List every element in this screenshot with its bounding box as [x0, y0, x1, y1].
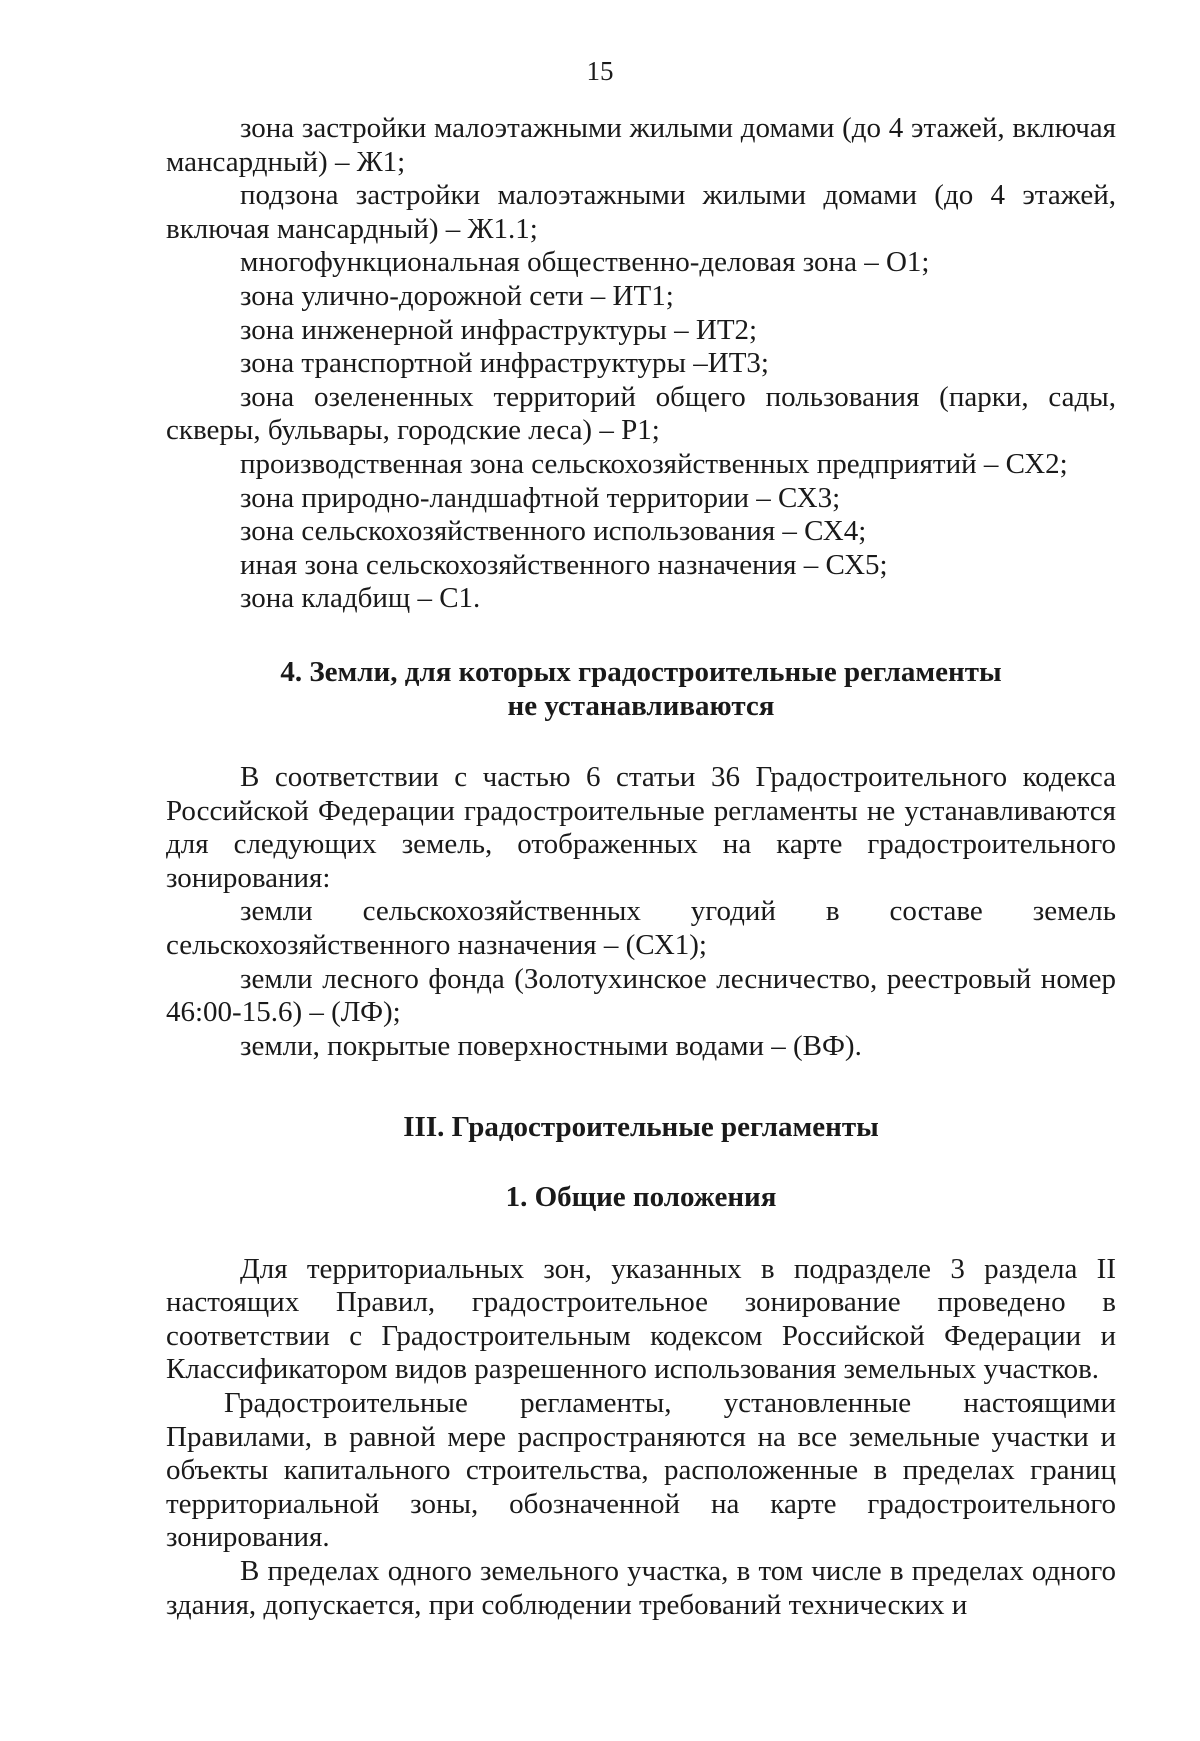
- subsection-1-heading: 1. Общие положения: [505, 1181, 777, 1214]
- section-4-heading: [166, 656, 1116, 723]
- page-number: 15: [586, 56, 614, 86]
- section-4-intro: В соответствии с частью 6 статьи 36 Градостроительного кодекса Российской Федерации градостроительные регламенты не устанавливаются для следующих земель, отображенных на карте градостроительного зонирования:: [166, 761, 1116, 894]
- section-4-item: земли сельскохозяйственных угодий в составе земель сельскохозяйственного назначения – (СХ1);: [166, 895, 1116, 962]
- subsection-1-paragraph: В пределах одного земельного участка, в том числе в пределах одного здания, допускается, при соблюдении требований технических и: [166, 1554, 1116, 1621]
- zone-item: зона улично-дорожной сети – ИТ1;: [240, 279, 674, 312]
- section-4-heading-line2: не устанавливаются: [507, 689, 775, 722]
- zone-item: зона природно-ландшафтной территории – СХ3;: [240, 481, 841, 514]
- section-3-heading: III. Градостроительные регламенты: [403, 1111, 879, 1144]
- section-4-item: земли лесного фонда (Золотухинское лесничество, реестровый номер 46:00-15.6) – (ЛФ);: [166, 962, 1116, 1029]
- zone-item: производственная зона сельскохозяйственных предприятий – СХ2;: [240, 447, 1068, 480]
- zone-item: подзона застройки малоэтажными жилыми домами (до 4 этажей, включая мансардный) – Ж1.1;: [166, 179, 1116, 245]
- zone-item: зона транспортной инфраструктуры –ИТ3;: [240, 347, 769, 380]
- section-4-heading-line1: 4. Земли, для которых градостроительные регламенты: [280, 655, 1002, 688]
- subsection-1-paragraph: Для территориальных зон, указанных в подразделе 3 раздела II настоящих Правил, градостроительное зонирование проведено в соответствии с Градостроительным кодексом Российской Федерации и Классификатором видов разрешенного использования земельных участков.: [166, 1252, 1116, 1386]
- zone-item: зона инженерной инфраструктуры – ИТ2;: [240, 313, 758, 346]
- section-4-item: земли, покрытые поверхностными водами – (ВФ).: [240, 1029, 862, 1062]
- zone-item: зона кладбищ – С1.: [240, 582, 481, 615]
- zone-item: зона застройки малоэтажными жилыми домами (до 4 этажей, включая мансардный) – Ж1;: [166, 112, 1116, 178]
- zones-list: [166, 112, 1116, 616]
- zone-item: многофункциональная общественно-деловая зона – О1;: [240, 246, 930, 279]
- page-content: [166, 112, 1116, 1622]
- zone-item: зона сельскохозяйственного использования – СХ4;: [240, 515, 867, 548]
- zone-item: иная зона сельскохозяйственного назначения – СХ5;: [240, 548, 888, 581]
- subsection-1-paragraph: Градостроительные регламенты, установленные настоящими Правилами, в равной мере распространяются на все земельные участки и объекты капитального строительства, расположенные в пределах границ территориальной зоны, обозначенной на карте градостроительного зонирования.: [166, 1387, 1116, 1554]
- zone-item: зона озелененных территорий общего пользования (парки, сады, скверы, бульвары, городские леса) – Р1;: [166, 380, 1116, 447]
